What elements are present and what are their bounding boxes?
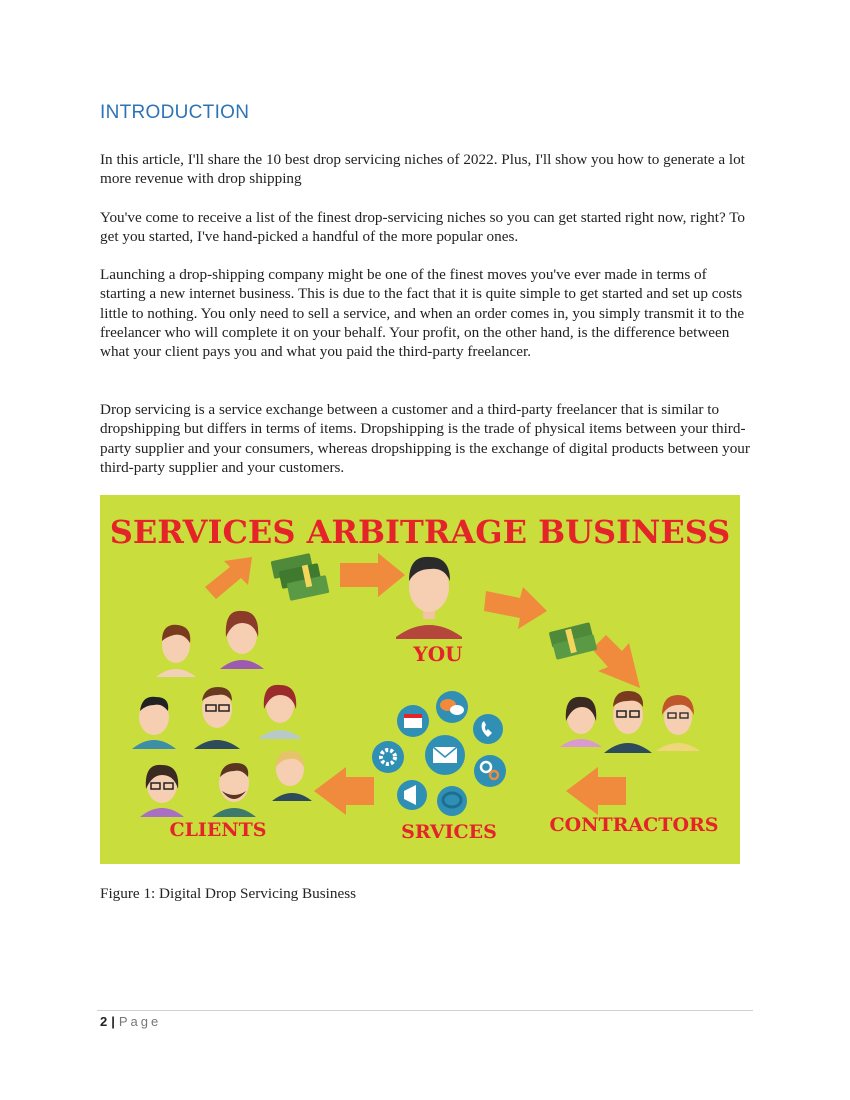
section-heading: INTRODUCTION	[100, 102, 250, 123]
page-footer	[100, 1014, 161, 1029]
page-label: Page	[118, 1014, 162, 1029]
paragraph-1: In this article, I'll share the 10 best drop servicing niches of 2022. Plus, I'll show you how to generate a lot more revenue with drop shipping	[100, 151, 745, 188]
footer-divider	[97, 1010, 753, 1011]
figure-caption: Figure 1: Digital Drop Servicing Business	[100, 885, 357, 902]
label-clients: CLIENTS	[169, 819, 267, 841]
label-contractors: CONTRACTORS	[549, 814, 719, 836]
page-number: 2	[100, 1014, 108, 1029]
services-arbitrage-figure	[100, 495, 740, 864]
paragraph-3: Launching a drop-shipping company might be one of the finest moves you've ever made in terms of starting a new internet business. This is due to the fact that it is quite simple to get started and set up costs little to nothing. You only need to sell a service, and when an order comes in, you simply transmit it to the freelancer who will complete it on your behalf. Your profit, on the other hand, is the difference between what your client pays you and what you paid the third-party freelancer.	[100, 266, 745, 361]
label-you: YOU	[413, 642, 463, 666]
speech-icon	[437, 786, 467, 816]
figure-title: SERVICES ARBITRAGE BUSINESS	[109, 513, 731, 551]
footer-separator: |	[111, 1014, 115, 1029]
label-services: SRVICES	[401, 821, 497, 843]
contractors-group	[560, 691, 700, 753]
settings-icon	[372, 741, 404, 773]
paragraph-4: Drop servicing is a service exchange between a customer and a third-party freelancer that is similar to dropshipping but differs in terms of items. Dropshipping is the trade of physical items between your third-party supplier and your consumers, whereas dropshipping is the exchange of digital products between your third-party supplier and your customers.	[100, 401, 750, 476]
paragraph-2: You've come to receive a list of the finest drop-servicing niches so you can get started right now, right? To get you started, I've hand-picked a handful of the more popular ones.	[100, 209, 746, 246]
